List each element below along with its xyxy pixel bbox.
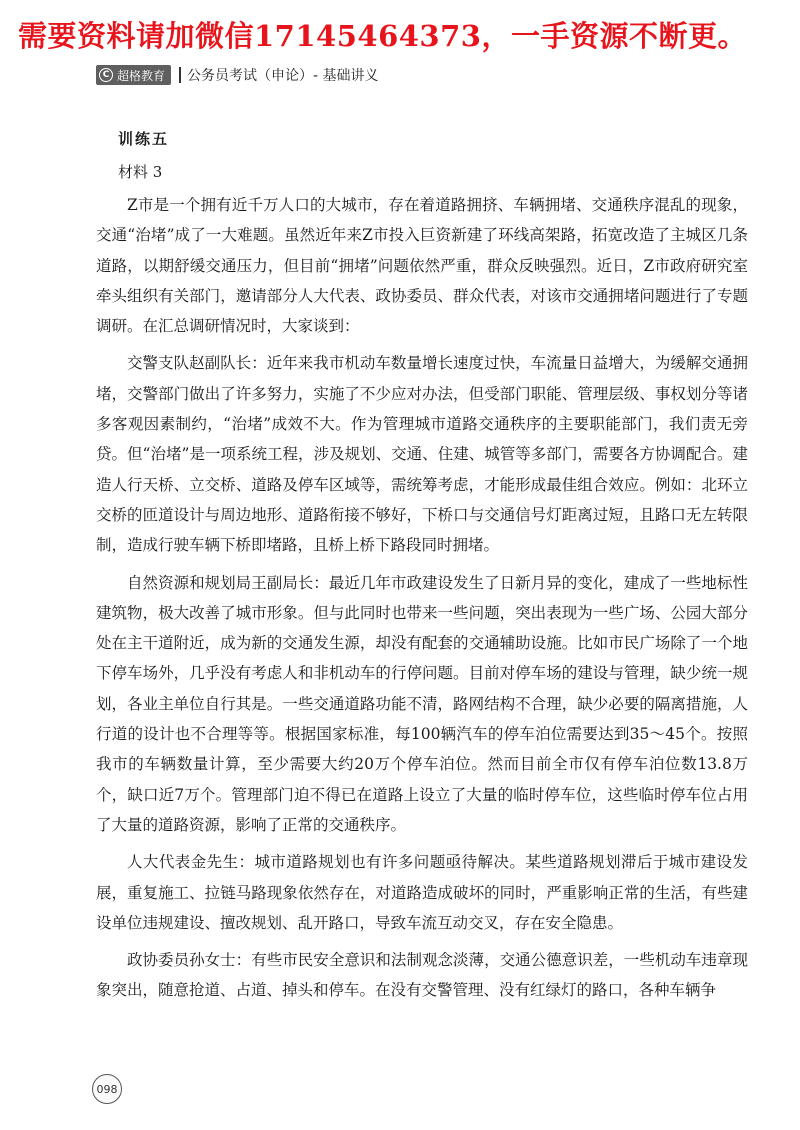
book-title: 公务员考试（申论）- 基础讲义 bbox=[187, 68, 379, 84]
logo-text: 超格教育 bbox=[117, 68, 166, 83]
paragraph-npc-deputy: 人大代表金先生：城市道路规划也有许多问题亟待解决。某些道路规划滞后于城市建设发展，重复施工、拉链马路现象依然存在，对道路造成破坏的同时，严重影响正常的生活，有些建设单位违规建设、擅改规划、乱开路口，导致车流互动交叉，存在安全隐患。 bbox=[96, 853, 748, 932]
paragraph-planning-bureau: 自然资源和规划局王副局长：最近几年市政建设发生了日新月异的变化，建成了一些地标性建筑物，极大改善了城市形象。但与此同时也带来一些问题，突出表现为一些广场、公园大部分处在主干道附近，成为新的交通发生源，却没有配套的交通辅助设施。比如市民广场除了一个地下停车场外，几乎没有考虑人和非机动车的行停问题。目前对停车场的建设与管理，缺少统一规划，各业主单位自行其是。一些交通道路功能不清，路网结构不合理，缺少必要的隔离措施，人行道的设计也不合理等等。根据国家标准，每100辆汽车的停车泊位需要达到35～45个。按照我市的车辆数量计算，至少需要大约20万个停车泊位。然而目前全市仅有停车泊位数13.8万个，缺口近7万个。管理部门迫不得已在道路上设立了大量的临时停车位，这些临时停车位占用了大量的道路资源，影响了正常的交通秩序。 bbox=[96, 573, 748, 834]
material-label: 材料 3 bbox=[118, 163, 163, 181]
paragraph-intro: Z市是一个拥有近千万人口的大城市，存在着道路拥挤、车辆拥堵、交通秩序混乱的现象，交通“治堵”成了一大难题。虽然近年来Z市投入巨资新建了环线高架路，拓宽改造了主城区几条道路，以期舒缓交通压力，但目前“拥堵”问题依然严重，群众反映强烈。近日，Z市政府研究室牵头组织有关部门，邀请部分人大代表、政协委员、群众代表，对该市交通拥堵问题进行了专题调研。在汇总调研情况时，大家谈到： bbox=[96, 196, 748, 336]
logo-icon: C bbox=[99, 68, 113, 82]
paragraph-traffic-police: 交警支队赵副队长：近年来我市机动车数量增长速度过快，车流量日益增大，为缓解交通拥堵，交警部门做出了许多努力，实施了不少应对办法，但受部门职能、管理层级、事权划分等诸多客观因素制约，“治堵”成效不大。作为管理城市道路交通秩序的主要职能部门，我们责无旁贷。但“治堵”是一项系统工程，涉及规划、交通、住建、城管等多部门，需要各方协调配合。建造人行天桥、立交桥、道路及停车区域等，需统筹考虑，才能形成最佳组合效应。例如：北环立交桥的匝道设计与周边地形、道路衔接不够好，下桥口与交通信号灯距离过短，且路口无左转限制，造成行驶车辆下桥即堵路，且桥上桥下路段同时拥堵。 bbox=[96, 354, 748, 555]
paragraph-cppcc-member: 政协委员孙女士：有些市民安全意识和法制观念淡薄，交通公德意识差，一些机动车违章现象突出，随意抢道、占道、掉头和停车。在没有交警管理、没有红绿灯的路口，各种车辆争 bbox=[96, 951, 748, 1000]
promo-banner: 需要资料请加微信17145464373，一手资源不断更。 bbox=[18, 19, 747, 53]
page-body bbox=[96, 128, 748, 1006]
section-title: 训练五 bbox=[118, 130, 170, 148]
page-header bbox=[96, 64, 379, 86]
page-number: 098 bbox=[92, 1074, 122, 1104]
header-divider bbox=[179, 67, 181, 83]
brand-logo bbox=[96, 65, 171, 85]
